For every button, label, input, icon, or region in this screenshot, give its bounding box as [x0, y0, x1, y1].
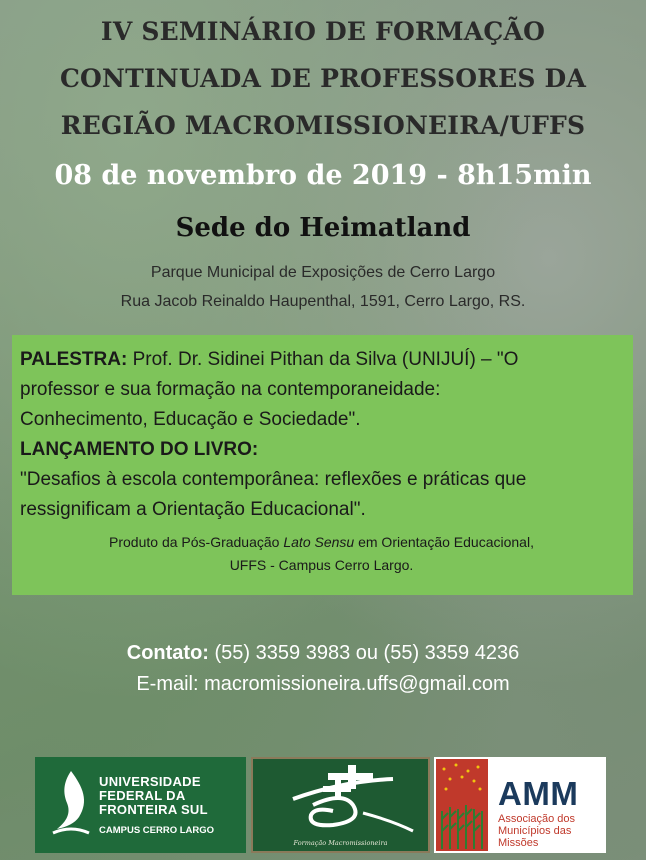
title-line-3: REGIÃO MACROMISSIONEIRA/UFFS — [60, 111, 586, 140]
uffs-flame-icon — [49, 769, 93, 839]
venue-address — [0, 258, 646, 316]
lecture-label: PALESTRA: — [20, 349, 128, 370]
event-date: 08 de novembro de 2019 - 8h15min — [54, 160, 592, 191]
address-line-1: Parque Municipal de Exposições de Cerro Largo — [150, 264, 496, 281]
lecture-text-2: professor e sua formação na contemporaneidade: — [20, 379, 441, 400]
amm-emblem — [436, 759, 488, 851]
amm-logo — [434, 757, 606, 853]
lecture-info — [20, 345, 623, 525]
address-line-2: Rua Jacob Reinaldo Haupenthal, 1591, Cerro Largo, RS. — [120, 293, 526, 310]
contact-phones: (55) 3359 3983 ou (55) 3359 4236 — [208, 642, 520, 664]
amm-subtitle — [498, 813, 575, 849]
formacao-caption: Formação Macromissioneira — [293, 839, 388, 847]
event-venue: Sede do Heimatland — [175, 213, 471, 243]
amm-title: AMM — [498, 775, 579, 812]
uffs-line-1: UNIVERSIDADE — [99, 774, 201, 789]
book-label: LANÇAMENTO DO LIVRO: — [20, 439, 259, 460]
title-line-2: CONTINUADA DE PROFESSORES DA — [59, 64, 587, 93]
product-line-2: UFFS - Campus Cerro Largo. — [229, 557, 414, 573]
lecture-text-3: Conhecimento, Educação e Sociedade". — [20, 409, 361, 430]
uffs-line-3: FRONTEIRA SUL — [99, 802, 208, 817]
amm-sub-3: Missões — [498, 837, 539, 849]
title-line-1: IV SEMINÁRIO DE FORMAÇÃO — [100, 17, 546, 46]
contact-label: Contato: — [126, 642, 209, 664]
product-italic: Lato Sensu — [283, 534, 355, 550]
formacao-logo — [251, 757, 430, 853]
book-text-1: "Desafios à escola contemporânea: reflexões e práticas que — [20, 469, 527, 490]
product-prefix: Produto da Pós-Graduação — [109, 534, 284, 550]
product-note — [20, 531, 623, 577]
contact-info — [0, 638, 646, 700]
product-suffix: em Orientação Educacional, — [354, 534, 534, 550]
cross-emblem-icon — [253, 761, 428, 841]
amm-sub-1: Associação dos — [498, 813, 576, 825]
uffs-line-2: FEDERAL DA — [99, 788, 186, 803]
program-box — [12, 335, 633, 595]
amm-sub-2: Municípios das — [498, 825, 572, 837]
contact-email: E-mail: macromissioneira.uffs@gmail.com — [136, 673, 510, 695]
event-title — [0, 8, 646, 149]
uffs-campus: CAMPUS CERRO LARGO — [99, 825, 215, 836]
lecture-text-1: Prof. Dr. Sidinei Pithan da Silva (UNIJUÍ) – "O — [127, 349, 519, 370]
uffs-logo — [35, 757, 246, 853]
wheat-icon — [436, 759, 488, 851]
book-text-2: ressignificam a Orientação Educacional". — [20, 499, 366, 520]
